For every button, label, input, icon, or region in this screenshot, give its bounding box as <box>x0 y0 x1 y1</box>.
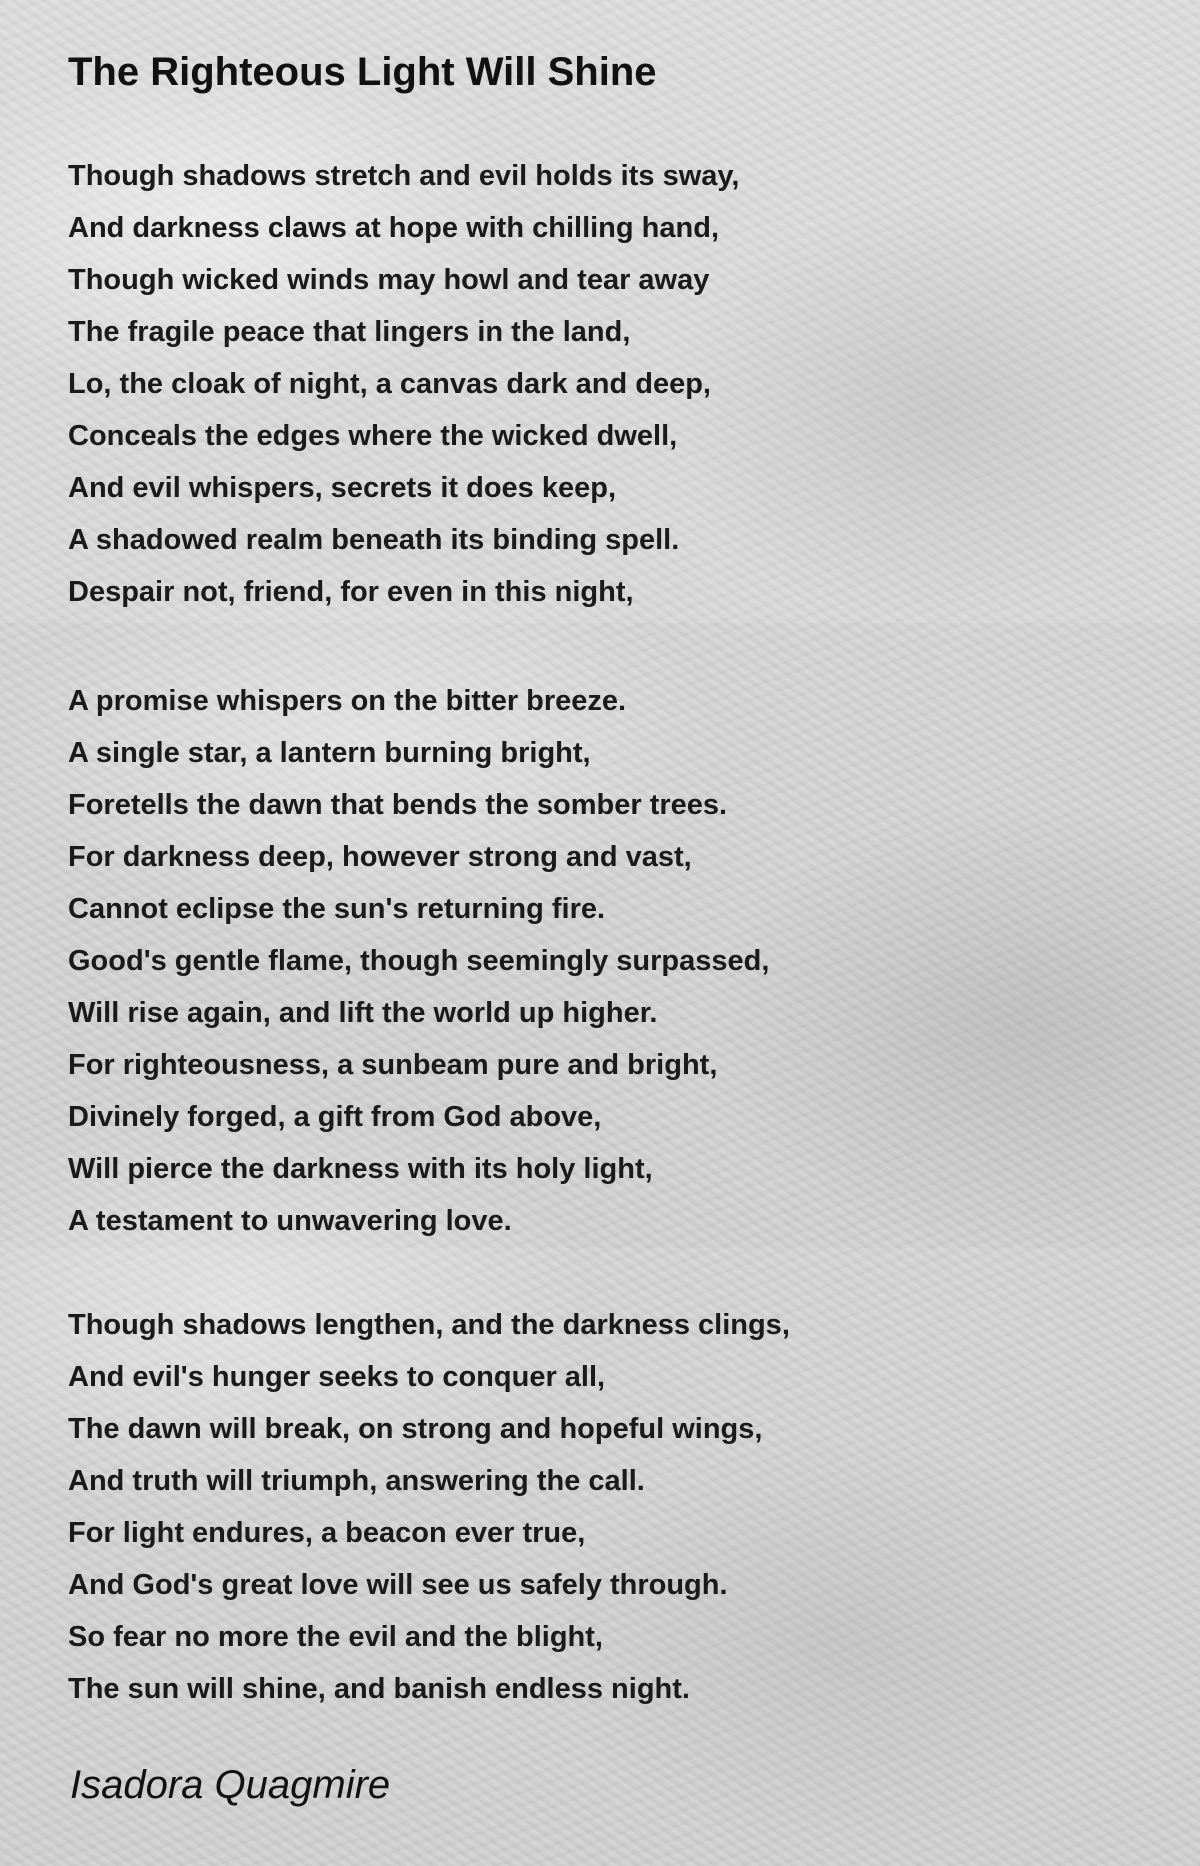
poem-line: So fear no more the evil and the blight, <box>68 1621 603 1653</box>
poem-line: The sun will shine, and banish endless night. <box>68 1673 690 1705</box>
poem-line: A promise whispers on the bitter breeze. <box>68 685 627 717</box>
poem-line: Conceals the edges where the wicked dwell, <box>68 420 678 452</box>
stanza-2 <box>68 675 769 1247</box>
poem-line: For darkness deep, however strong and vast, <box>68 841 692 873</box>
stanza-3 <box>68 1299 790 1715</box>
poem-line: Though wicked winds may howl and tear away <box>68 264 710 296</box>
poem-line: And truth will triumph, answering the call. <box>68 1465 645 1497</box>
poem-line: And evil whispers, secrets it does keep, <box>68 472 616 504</box>
poem-line: The dawn will break, on strong and hopeful wings, <box>68 1413 763 1445</box>
poem-line: Good's gentle flame, though seemingly surpassed, <box>68 945 770 977</box>
poem-line: A single star, a lantern burning bright, <box>68 737 591 769</box>
poem-author: Isadora Quagmire <box>70 1763 391 1807</box>
poem-line: The fragile peace that lingers in the land, <box>68 316 631 348</box>
poem-line: And darkness claws at hope with chilling hand, <box>68 212 719 244</box>
poem-line: Will rise again, and lift the world up higher. <box>68 997 658 1029</box>
poem-line: And God's great love will see us safely through. <box>68 1569 728 1601</box>
poem-line: Cannot eclipse the sun's returning fire. <box>68 893 606 925</box>
poem-line: Though shadows stretch and evil holds its sway, <box>68 160 740 192</box>
poem-line: Foretells the dawn that bends the somber trees. <box>68 789 728 821</box>
poem-line: A shadowed realm beneath its binding spell. <box>68 524 680 556</box>
poem-title: The Righteous Light Will Shine <box>68 50 657 94</box>
poem-line: Though shadows lengthen, and the darkness clings, <box>68 1309 790 1341</box>
poem-line: A testament to unwavering love. <box>68 1205 512 1237</box>
poem-line: And evil's hunger seeks to conquer all, <box>68 1361 606 1393</box>
poem-line: Lo, the cloak of night, a canvas dark and deep, <box>68 368 711 400</box>
poem-line: For righteousness, a sunbeam pure and bright, <box>68 1049 718 1081</box>
poem-line: Divinely forged, a gift from God above, <box>68 1101 602 1133</box>
poem-line: Will pierce the darkness with its holy light, <box>68 1153 653 1185</box>
poem-line: Despair not, friend, for even in this night, <box>68 576 634 608</box>
stanza-1 <box>68 150 739 618</box>
poem-line: For light endures, a beacon ever true, <box>68 1517 586 1549</box>
